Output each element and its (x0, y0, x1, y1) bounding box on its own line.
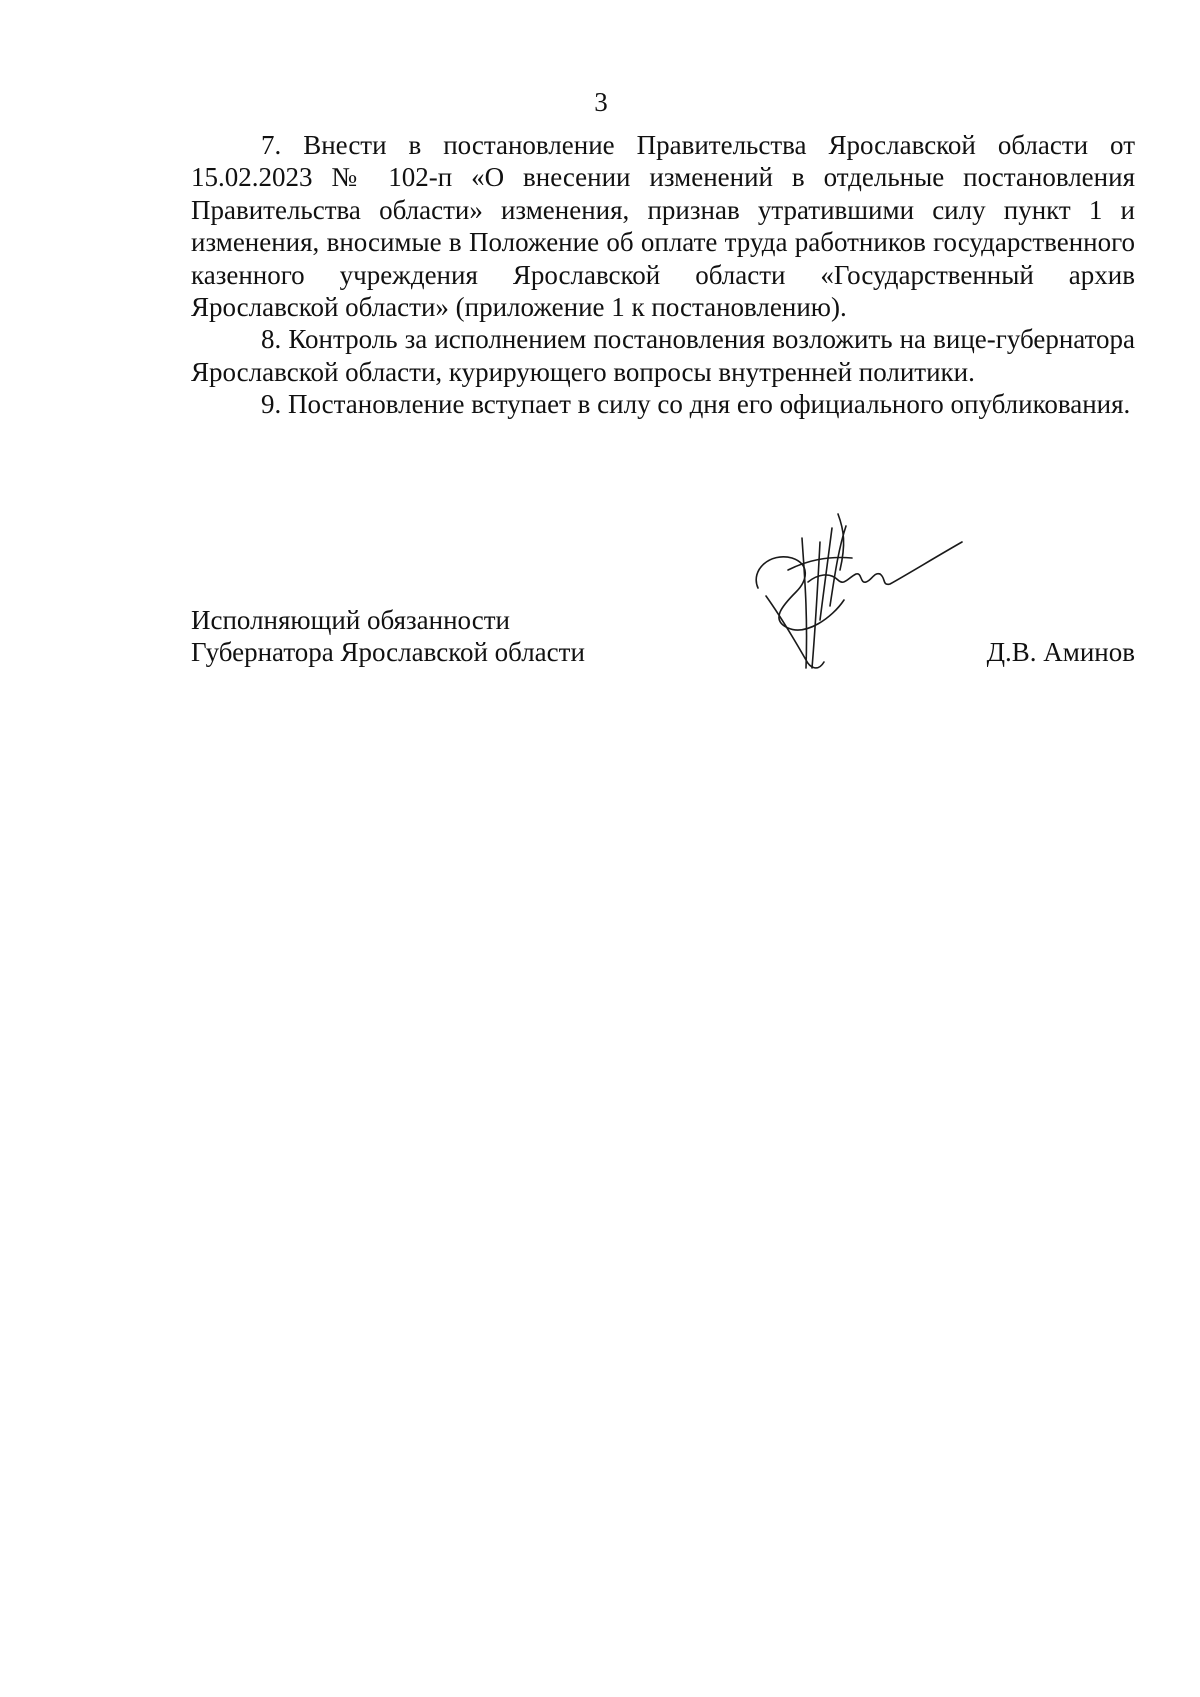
signer-position-line-1: Исполняющий обязанности (191, 605, 510, 635)
signer-name: Д.В. Аминов (986, 637, 1135, 667)
page-number: 3 (594, 87, 608, 117)
handwritten-signature (748, 500, 968, 680)
signer-position (191, 604, 585, 669)
paragraph-8: 8. Контроль за исполнением постановления возложить на вице-губернатора Ярославской области, курирующего вопросы внутренней политики. (191, 324, 1135, 387)
paragraph-9: 9. Постановление вступает в силу со дня его официального опубликования. (261, 389, 1131, 420)
document-body (191, 129, 1135, 421)
signer-position-line-2: Губернатора Ярославской области (191, 637, 585, 668)
paragraph-7: 7. Внести в постановление Правительства Ярославской области от 15.02.2023 № 102-п «О внесении изменений в отдельные постановления Правительства области» изменения, признав утратившими силу пункт 1 и изменения, вносимые в Положение об оплате труда работников государственного казенного учреждения Ярославской области «Государственный архив Ярославской области» (приложение 1 к постановлению). (191, 130, 1135, 323)
signature-block (191, 604, 1135, 684)
